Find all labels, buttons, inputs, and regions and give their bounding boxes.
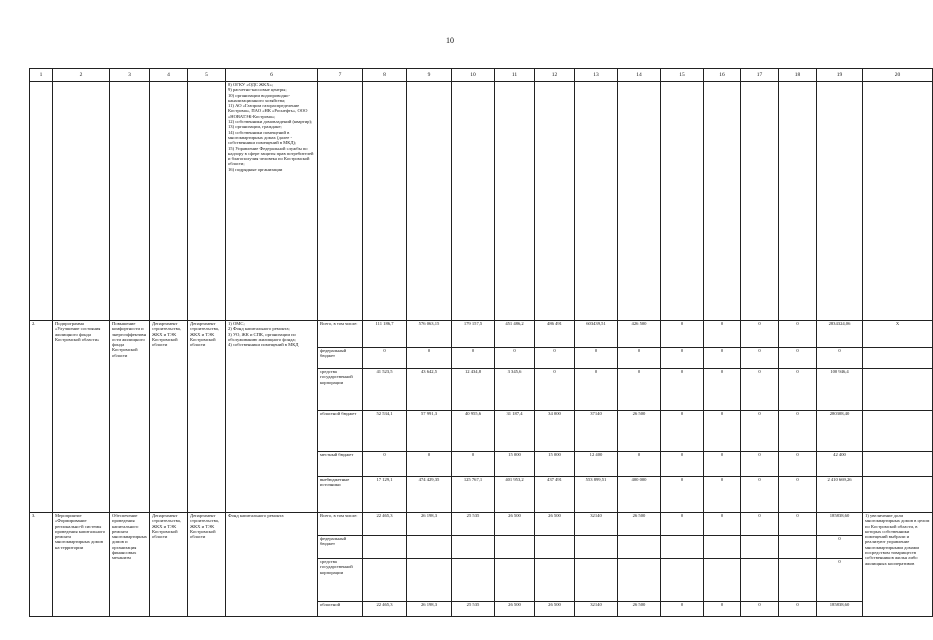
funding-value: 0 (741, 348, 779, 369)
subprogram-goal: Повышение комфортности и энергоэффективности жилищного фонда Костромской области (110, 321, 150, 513)
funding-value: 0 (704, 452, 741, 477)
funding-value: 0 (704, 477, 741, 513)
funding-value (704, 536, 741, 559)
funding-value: 111 186,7 (363, 321, 407, 348)
funding-value (779, 536, 817, 559)
column-number: 10 (452, 69, 495, 82)
funding-value: 26 500 (618, 513, 661, 536)
empty-cell (188, 82, 226, 321)
empty-cell (575, 82, 618, 321)
funding-value: 576 063,15 (407, 321, 452, 348)
funding-value: 400 000 (618, 477, 661, 513)
measure-row (30, 513, 933, 536)
empty-cell (863, 82, 933, 321)
funding-value: 57 991,3 (407, 411, 452, 452)
funding-value (618, 559, 661, 602)
funding-value: 0 (661, 477, 704, 513)
funding-value: 125 767,1 (452, 477, 495, 513)
result-cell: X (863, 321, 933, 348)
funding-value: 401 953,2 (495, 477, 535, 513)
funding-value: 0 (618, 369, 661, 411)
continuation-row (30, 82, 933, 321)
funding-value: 0 (741, 477, 779, 513)
funding-value: 0 (704, 369, 741, 411)
executor-item: 15) Управление Федеральной службы по надзору в сфере защиты прав потребителей и благополучия человека по Костромской области; (228, 145, 314, 167)
funding-value: 0 (618, 452, 661, 477)
funding-value: 0 (704, 513, 741, 536)
column-number: 14 (618, 69, 661, 82)
funding-value: 451 486,2 (495, 321, 535, 348)
funding-source: Всего, в том числе: (318, 321, 363, 348)
funding-value: 0 (452, 348, 495, 369)
funding-value: 0 (741, 452, 779, 477)
funding-value: 25 535 (452, 602, 495, 617)
expected-result: 1) увеличение доли многоквартирных домов в целом по Костромской области, в которых собственники помещений выбрали и реализуют управление многоквартирными домами посредством товариществ собственников жилья либо жилищных кооперативов (863, 513, 933, 617)
column-number: 18 (779, 69, 817, 82)
subprogram-row (30, 321, 933, 348)
funding-value: 185838,60 (817, 602, 863, 617)
funding-source: областной бюджет (318, 411, 363, 452)
column-number: 15 (661, 69, 704, 82)
empty-cell (407, 82, 452, 321)
funding-value (704, 559, 741, 602)
co-executor: Департамент строительства, ЖКХ и ТЭК Костромской области (150, 513, 188, 617)
funding-value: 40 955,6 (452, 411, 495, 452)
subprogram-name: Подпрограмма «Улучшение состояния жилищного фонда Костромской области» (53, 321, 110, 513)
column-number: 1 (30, 69, 53, 82)
column-number: 6 (226, 69, 318, 82)
funding-value (741, 536, 779, 559)
funding-value: 15 000 (495, 452, 535, 477)
funding-value: 0 (661, 321, 704, 348)
funding-value: 0 (618, 348, 661, 369)
funding-value: 26 500 (618, 602, 661, 617)
page-number: 10 (446, 36, 454, 45)
funding-value: 3 345,6 (495, 369, 535, 411)
executor-item: 9) расчетно-кассовые центры; (228, 87, 287, 93)
funding-value (661, 536, 704, 559)
funding-value: 34 000 (535, 411, 575, 452)
funding-value: 0 (704, 348, 741, 369)
funding-value (575, 536, 618, 559)
funding-value (535, 536, 575, 559)
co-executor: Департамент строительства, ЖКХ и ТЭК Костромской области (188, 321, 226, 513)
co-executor: Департамент строительства, ЖКХ и ТЭК Костромской области (188, 513, 226, 617)
participants: Фонд капитального ремонта (226, 513, 318, 617)
funding-value: 0 (661, 602, 704, 617)
column-number: 7 (318, 69, 363, 82)
funding-value (741, 559, 779, 602)
funding-value: 100 946,4 (817, 369, 863, 411)
funding-value: 553 899,51 (575, 477, 618, 513)
column-number: 3 (110, 69, 150, 82)
row-number: 3. (30, 513, 53, 617)
funding-value (407, 536, 452, 559)
funding-value: 486 491 (535, 321, 575, 348)
column-number: 2 (53, 69, 110, 82)
funding-value (495, 559, 535, 602)
empty-cell (30, 82, 53, 321)
funding-value: 0 (779, 602, 817, 617)
funding-value: 0 (779, 477, 817, 513)
funding-value: 474 429,35 (407, 477, 452, 513)
funding-value: 0 (741, 513, 779, 536)
funding-source: федеральный бюджет (318, 348, 363, 369)
funding-value: 12 434,8 (452, 369, 495, 411)
funding-value: 26 500 (495, 602, 535, 617)
funding-value: 42 400 (817, 452, 863, 477)
column-number: 11 (495, 69, 535, 82)
column-number: 13 (575, 69, 618, 82)
column-number: 12 (535, 69, 575, 82)
empty-cell (618, 82, 661, 321)
program-table (29, 68, 933, 617)
row-number: 2. (30, 321, 53, 513)
funding-value: 0 (779, 452, 817, 477)
funding-value (779, 559, 817, 602)
funding-value (495, 536, 535, 559)
funding-value: 0 (535, 369, 575, 411)
empty-cell (150, 82, 188, 321)
funding-value: 25 535 (452, 513, 495, 536)
executor-item: 16) подрядные организации (228, 166, 283, 172)
funding-value: 0 (741, 321, 779, 348)
executor-item: 10) организации водопроводно-канализационного хозяйства; (228, 92, 290, 103)
executor-item: 11) АО «Газпром газораспределение Кострома», ПАО «НК «Роснефть», ООО «НОВАТЭК-Кострома»; (228, 103, 308, 119)
funding-value: 0 (704, 411, 741, 452)
funding-value: 0 (407, 348, 452, 369)
funding-value: 0 (575, 348, 618, 369)
funding-value: 26 500 (618, 411, 661, 452)
funding-value: 0 (779, 513, 817, 536)
funding-value: 0 (661, 411, 704, 452)
funding-value: 43 642,5 (407, 369, 452, 411)
funding-source: средства государственной корпорации (318, 559, 363, 602)
empty-cell (779, 82, 817, 321)
funding-source: федеральный бюджет (318, 536, 363, 559)
funding-value: 179 157,5 (452, 321, 495, 348)
funding-value: 31 187,4 (495, 411, 535, 452)
empty-cell (661, 82, 704, 321)
funding-value (535, 559, 575, 602)
result-cell (863, 348, 933, 369)
funding-value: 280308,40 (817, 411, 863, 452)
funding-value: 26 198,3 (407, 513, 452, 536)
funding-value: 32140 (575, 513, 618, 536)
funding-value: 426 500 (618, 321, 661, 348)
result-cell (863, 452, 933, 477)
funding-source: внебюджетные источники (318, 477, 363, 513)
result-cell (863, 369, 933, 411)
funding-value: 0 (741, 369, 779, 411)
funding-value: 0 (779, 321, 817, 348)
empty-cell (704, 82, 741, 321)
empty-cell (318, 82, 363, 321)
funding-value: 22 465,3 (363, 602, 407, 617)
funding-source: Всего, в том числе: (318, 513, 363, 536)
funding-value: 0 (817, 559, 863, 602)
funding-source: областной (318, 602, 363, 617)
funding-value: 603439,51 (575, 321, 618, 348)
measure-name: Мероприятие «Формирование регионально-й системы проведения капитального ремонта многоквартирных домов на территории (53, 513, 110, 617)
funding-value: 26 500 (535, 513, 575, 536)
column-number: 8 (363, 69, 407, 82)
funding-value: 0 (407, 452, 452, 477)
participants: 1) ОМС; 2) Фонд капитального ремонта; 3) УО, ЖК и СПК, организации по обслуживанию жилищного фонда; 4) собственники помещений в МКД (226, 321, 318, 513)
funding-value (661, 559, 704, 602)
funding-source: местный бюджет (318, 452, 363, 477)
funding-value: 2834324,06 (817, 321, 863, 348)
funding-value: 0 (741, 602, 779, 617)
funding-value: 0 (661, 369, 704, 411)
result-cell (863, 411, 933, 452)
result-cell (863, 477, 933, 513)
funding-value: 0 (661, 348, 704, 369)
column-number: 17 (741, 69, 779, 82)
empty-cell (452, 82, 495, 321)
funding-value: 0 (452, 452, 495, 477)
empty-cell (53, 82, 110, 321)
column-number: 5 (188, 69, 226, 82)
empty-cell (535, 82, 575, 321)
funding-value (618, 536, 661, 559)
funding-value: 26 500 (495, 513, 535, 536)
funding-value: 0 (817, 536, 863, 559)
funding-source: средства государственной корпорации (318, 369, 363, 411)
empty-cell (110, 82, 150, 321)
funding-value (452, 559, 495, 602)
funding-value: 0 (363, 452, 407, 477)
column-number: 4 (150, 69, 188, 82)
funding-value: 52 534,1 (363, 411, 407, 452)
column-number: 20 (863, 69, 933, 82)
funding-value: 437 491 (535, 477, 575, 513)
funding-value (363, 559, 407, 602)
executor-item: 8) ОГКУ «ОДС ЖКХ»; (228, 82, 274, 87)
funding-value: 0 (817, 348, 863, 369)
funding-value: 12 400 (575, 452, 618, 477)
funding-value (363, 536, 407, 559)
empty-cell (741, 82, 779, 321)
column-number: 16 (704, 69, 741, 82)
funding-value: 15 000 (535, 452, 575, 477)
funding-value: 26 198,3 (407, 602, 452, 617)
header-row (30, 69, 933, 82)
funding-value: 0 (661, 513, 704, 536)
empty-cell (495, 82, 535, 321)
funding-value (452, 536, 495, 559)
funding-value: 17 129,1 (363, 477, 407, 513)
funding-value (407, 559, 452, 602)
funding-value: 0 (363, 348, 407, 369)
funding-value: 2 410 669,26 (817, 477, 863, 513)
executors-list (226, 82, 318, 321)
empty-cell (817, 82, 863, 321)
funding-value: 0 (779, 411, 817, 452)
funding-value: 22 465,3 (363, 513, 407, 536)
funding-value: 26 500 (535, 602, 575, 617)
executor-item: 12) собственники домовладений (квартир); (228, 119, 313, 125)
funding-value: 0 (704, 321, 741, 348)
funding-value: 37140 (575, 411, 618, 452)
funding-value (575, 559, 618, 602)
measure-goal: Обеспечение проведения капитального ремонта многоквартирных домов и организация финансовых механизм (110, 513, 150, 617)
funding-value: 0 (779, 369, 817, 411)
funding-value: 32140 (575, 602, 618, 617)
co-executor: Департамент строительства, ЖКХ и ТЭК Костромской области (150, 321, 188, 513)
executor-item: 14) собственники помещений в многоквартирных домах (далее - собственники помещений в МКД); (228, 129, 297, 146)
funding-value: 0 (495, 348, 535, 369)
funding-value: 41 523,5 (363, 369, 407, 411)
funding-value: 0 (661, 452, 704, 477)
funding-value: 0 (704, 602, 741, 617)
column-number: 19 (817, 69, 863, 82)
funding-value: 0 (741, 411, 779, 452)
empty-cell (363, 82, 407, 321)
funding-value: 0 (779, 348, 817, 369)
executor-item: 13) организации, граждане; (228, 124, 282, 130)
funding-value: 185838,60 (817, 513, 863, 536)
funding-value: 0 (575, 369, 618, 411)
funding-value: 0 (535, 348, 575, 369)
column-number: 9 (407, 69, 452, 82)
